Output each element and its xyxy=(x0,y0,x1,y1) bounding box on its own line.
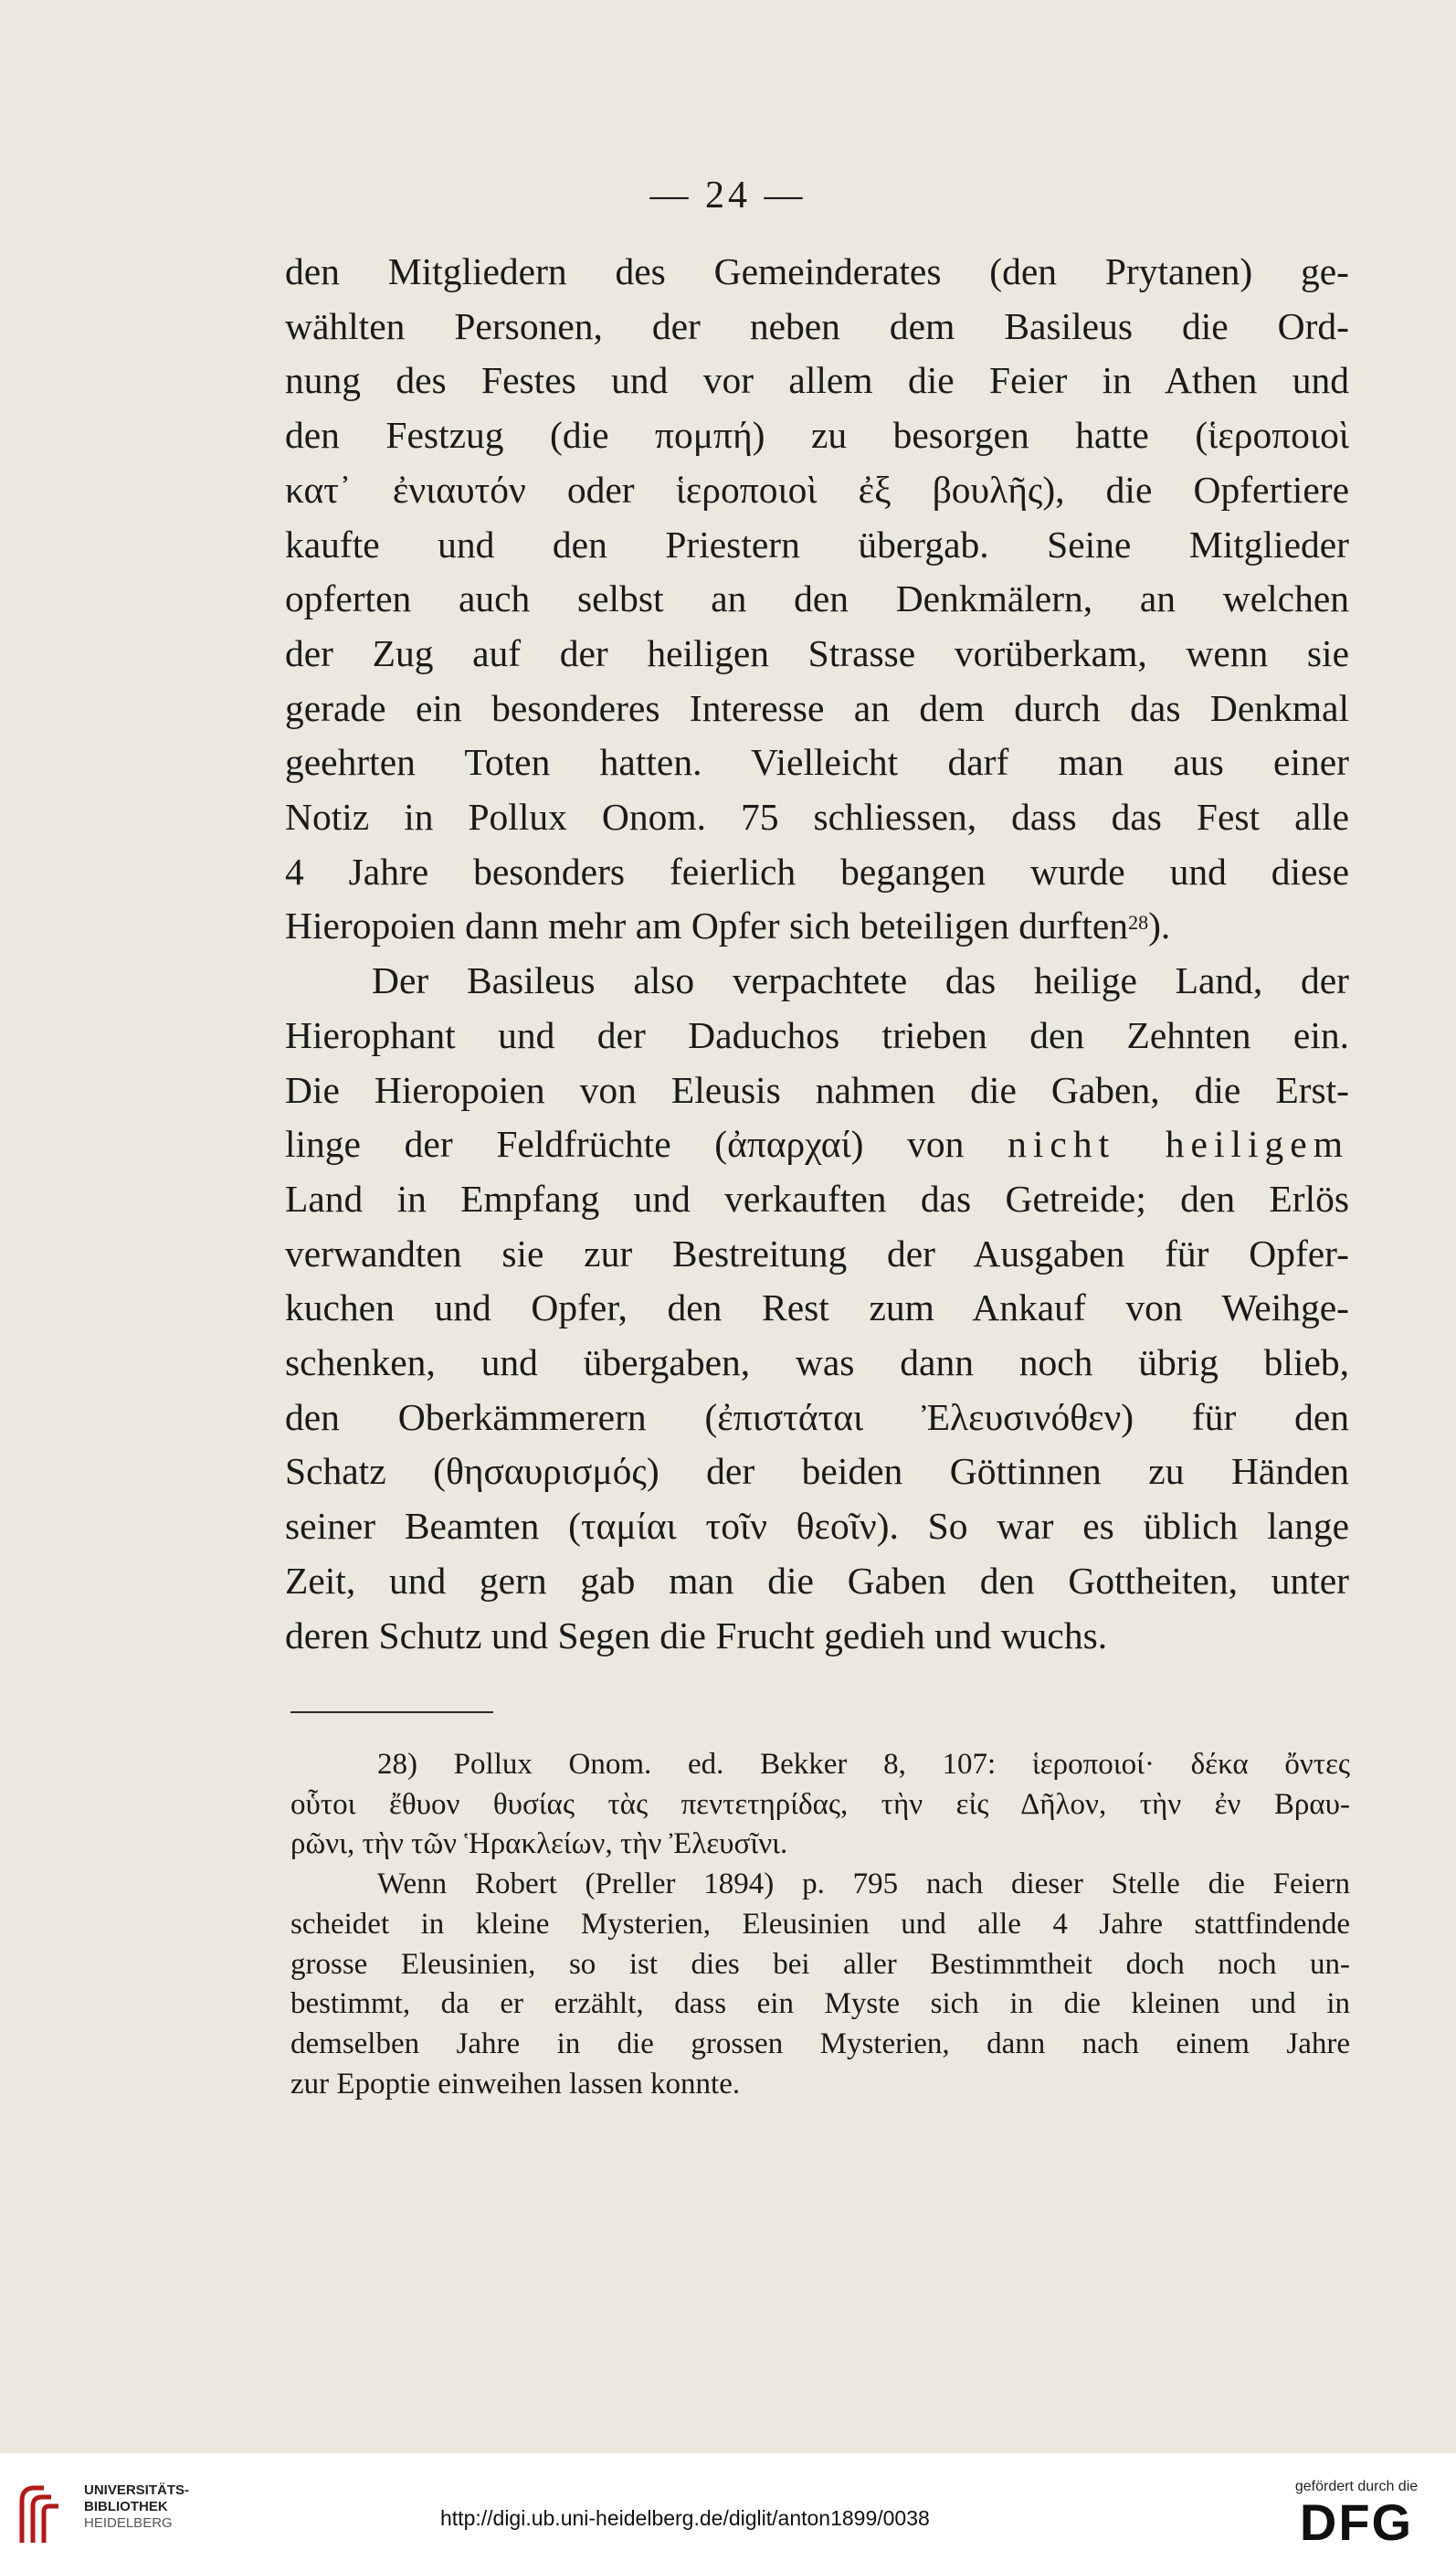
footnote-line: zur Epoptie einweihen lassen konnte. xyxy=(290,2067,741,2101)
footnote-line: οὗτοι ἔθυον θυσίας τὰς πεντετηρίδας, τὴν εἰς Δῆλον, τὴν ἐν Βραυ- xyxy=(290,1787,1350,1821)
footnote-line: 28) Pollux Onom. ed. Bekker 8, 107: ἱεροποιοί· δέκα ὄντες xyxy=(377,1748,1350,1781)
body-line: gerade ein besonderes Interesse an dem durch das Denkmal xyxy=(285,686,1349,729)
body-line-text: Hieropoien dann mehr am Opfer sich beteiligen durften xyxy=(285,905,1129,947)
footnote-line: bestimmt, da er erzählt, dass ein Myste sich in die kleinen und in xyxy=(290,1987,1350,2021)
body-line: nung des Festes und vor allem die Feier in Athen und xyxy=(285,359,1349,402)
funder-block xyxy=(1279,2479,1434,2551)
body-line: den Oberkämmerern (ἐπιστάται Ἐλευσινόθεν) für den xyxy=(285,1395,1349,1438)
body-line: kaufte und den Priestern übergab. Seine Mitglieder xyxy=(285,523,1349,566)
footnote-separator xyxy=(290,1711,493,1713)
body-line: seiner Beamten (ταμίαι τοῖν θεοῖν). So war es üblich lange xyxy=(285,1505,1349,1548)
body-line: Notiz in Pollux Onom. 75 schliessen, dass das Fest alle xyxy=(285,796,1349,839)
body-text xyxy=(285,245,1349,1663)
body-line xyxy=(285,899,1349,954)
body-line: verwandten sie zur Bestreitung der Ausgaben für Opfer- xyxy=(285,1232,1349,1275)
institution-line: HEIDELBERG xyxy=(84,2515,173,2531)
footnote-reference-tail: ). xyxy=(1148,905,1171,947)
body-line: Schatz (θησαυρισμός) der beiden Göttinnen zu Händen xyxy=(285,1450,1349,1493)
body-line: deren Schutz und Segen die Frucht gedieh und wuchs. xyxy=(285,1614,1108,1656)
permalink[interactable]: http://digi.ub.uni-heidelberg.de/diglit/anton1899/0038 xyxy=(440,2506,930,2530)
footnote xyxy=(290,1745,1350,2104)
university-library-logo-icon xyxy=(16,2482,69,2546)
dfg-logo: DFG xyxy=(1299,2493,1414,2551)
body-line xyxy=(285,1117,1349,1172)
body-line: geehrten Toten hatten. Vielleicht darf man aus einer xyxy=(285,741,1349,784)
body-line: wählten Personen, der neben dem Basileus die Ord- xyxy=(285,304,1349,347)
body-line: den Mitgliedern des Gemeinderates (den Prytanen) ge- xyxy=(285,250,1349,292)
body-line: κατ᾽ ἐνιαυτόν oder ἱεροποιοὶ ἐξ βουλῆς), die Opfertiere xyxy=(285,468,1349,511)
footnote-line: scheidet in kleine Mysterien, Eleusinien und alle 4 Jahre stattfindende xyxy=(290,1907,1350,1941)
page-number: — 24 — xyxy=(649,175,807,217)
body-line: Hierophant und der Daduchos trieben den Zehnten ein. xyxy=(285,1013,1349,1056)
institution-line: UNIVERSITÄTS- xyxy=(84,2482,190,2498)
emphasized-text: nicht heiligem xyxy=(1008,1123,1349,1166)
footnote-line: grosse Eleusinien, so ist dies bei aller Bestimmtheit doch noch un- xyxy=(290,1947,1350,1981)
footnote-line: Wenn Robert (Preller 1894) p. 795 nach dieser Stelle die Feiern xyxy=(377,1868,1350,1901)
footnote-reference[interactable]: 28 xyxy=(1128,911,1149,935)
footnote-line: demselben Jahre in die grossen Mysterien, dann nach einem Jahre xyxy=(290,2027,1350,2060)
body-line: den Festzug (die πομπή) zu besorgen hatte (ἱεροποιοὶ xyxy=(285,414,1349,457)
body-line: schenken, und übergaben, was dann noch übrig blieb, xyxy=(285,1341,1349,1384)
body-line: Land in Empfang und verkauften das Getreide; den Erlös xyxy=(285,1177,1349,1220)
institution-line: BIBLIOTHEK xyxy=(84,2499,168,2514)
body-line: Die Hieropoien von Eleusis nahmen die Gaben, die Erst- xyxy=(285,1068,1349,1111)
body-line: 4 Jahre besonders feierlich begangen wurde und diese xyxy=(285,850,1349,893)
body-line: Der Basileus also verpachtete das heilige Land, der xyxy=(372,959,1349,1002)
funder-caption: gefördert durch die xyxy=(1294,2479,1419,2494)
body-line: kuchen und Opfer, den Rest zum Ankauf von Weihge- xyxy=(285,1286,1349,1329)
footnote-line: ρῶνι, τὴν τῶν Ἡρακλείων, τὴν Ἐλευσῖνι. xyxy=(290,1827,788,1861)
body-line: der Zug auf der heiligen Strasse vorüberkam, wenn sie xyxy=(285,631,1349,674)
body-line-text: linge der Feldfrüchte (ἀπαρχαί) von xyxy=(285,1123,965,1166)
footer-bar xyxy=(0,2453,1456,2561)
body-line: Zeit, und gern gab man die Gaben den Gottheiten, unter xyxy=(285,1559,1349,1602)
body-line: opferten auch selbst an den Denkmälern, an welchen xyxy=(285,577,1349,620)
institution-name xyxy=(84,2482,189,2532)
